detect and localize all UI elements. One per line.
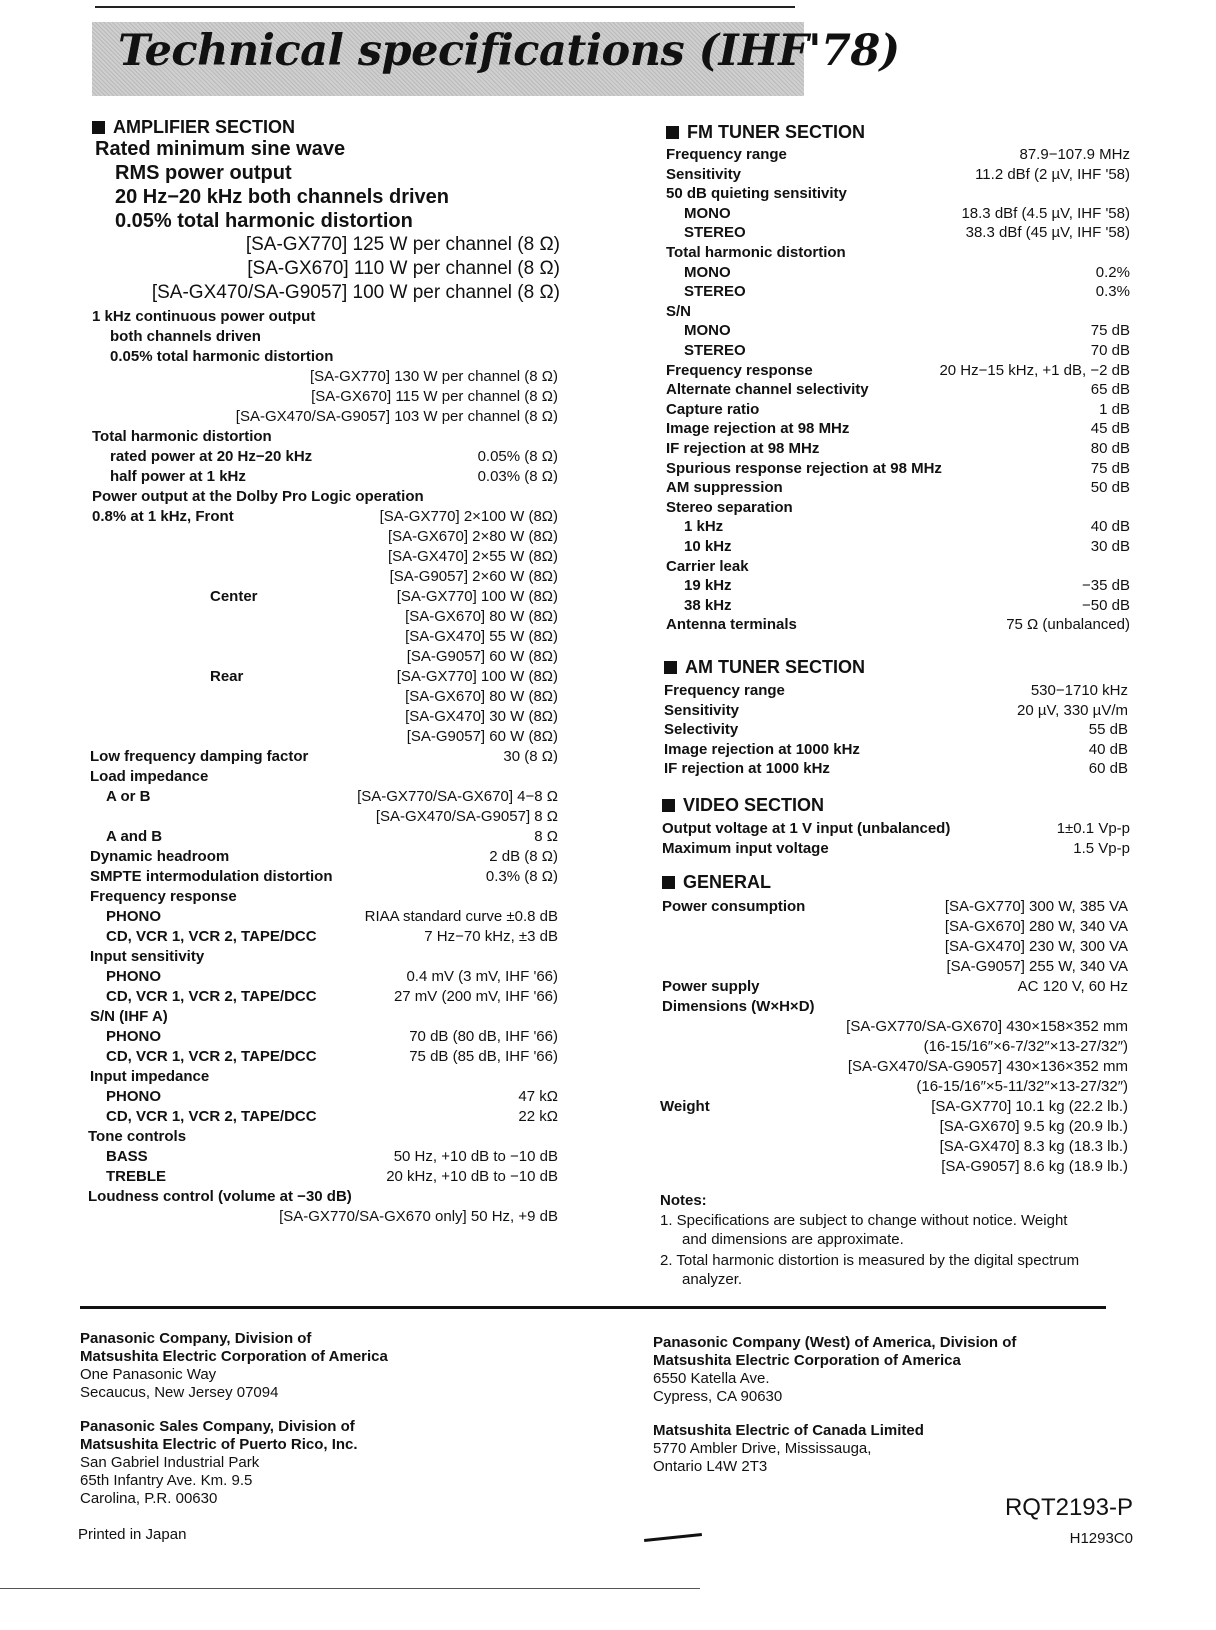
- rated-value: [SA-GX770] 125 W per channel (8 Ω): [245, 234, 560, 255]
- cdvcr-label: CD, VCR 1, VCR 2, TAPE/DCC: [106, 928, 317, 945]
- spec-value: 0.2%: [1095, 263, 1130, 281]
- power-value: [SA-GX770] 300 W, 385 VA: [944, 898, 1128, 915]
- spec-label: Carrier leak: [666, 557, 749, 575]
- dims-value: (16-15/16″×6-7/32″×13-27/32″): [923, 1038, 1128, 1055]
- center-value: [SA-G9057] 60 W (8Ω): [406, 648, 558, 665]
- address-line: One Panasonic Way: [80, 1366, 217, 1383]
- spec-label: STEREO: [684, 342, 746, 359]
- spec-value: 75 dB: [1090, 459, 1130, 477]
- freq-label: Frequency response: [90, 888, 237, 905]
- spec-value: 87.9−107.9 MHz: [1019, 146, 1130, 163]
- spec-value: 45 dB: [1090, 420, 1130, 438]
- front-value: [SA-GX470] 2×55 W (8Ω): [387, 548, 558, 565]
- spec-label: STEREO: [684, 224, 746, 242]
- address-block: [653, 1422, 924, 1476]
- spec-label: S/N: [666, 302, 692, 320]
- address-line: Ontario L4W 2T3: [653, 1458, 768, 1475]
- company-name: Panasonic Company (West) of America, Division of: [653, 1334, 1017, 1351]
- spec-value: 11.2 dBf (2 µV, IHF '58): [975, 165, 1130, 183]
- spec-value: 1 dB: [1099, 400, 1130, 418]
- address-block: [653, 1334, 1016, 1406]
- freq-phono-value: RIAA standard curve ±0.8 dB: [364, 908, 558, 925]
- spec-label: MONO: [684, 263, 731, 281]
- bass-value: 50 Hz, +10 dB to −10 dB: [393, 1148, 558, 1165]
- title-banner: [92, 22, 900, 96]
- supply-label: Power supply: [662, 978, 760, 995]
- spec-label: Alternate channel selectivity: [666, 381, 869, 399]
- spec-label: Image rejection at 1000 kHz: [664, 740, 860, 758]
- aorb-label: A or B: [106, 788, 151, 805]
- smpte-label: SMPTE intermodulation distortion: [90, 868, 333, 885]
- spec-label: Total harmonic distortion: [666, 244, 846, 261]
- address-line: Secaucus, New Jersey 07094: [80, 1384, 279, 1401]
- rear-value: [SA-GX470] 30 W (8Ω): [405, 708, 558, 725]
- rear-value: [SA-GX670] 80 W (8Ω): [405, 688, 558, 705]
- address-line: San Gabriel Industrial Park: [80, 1454, 260, 1471]
- bullet-square-icon: [92, 121, 105, 134]
- sn-phono-value: 70 dB (80 dB, IHF '66): [409, 1028, 558, 1045]
- company-name: Matsushita Electric of Puerto Rico, Inc.: [80, 1436, 358, 1453]
- aorb-value: [SA-GX770/SA-GX670] 4−8 Ω: [357, 788, 558, 805]
- company-name: Matsushita Electric of Canada Limited: [653, 1422, 924, 1439]
- front-value: [SA-G9057] 2×60 W (8Ω): [389, 568, 558, 585]
- power-value: [SA-GX470] 230 W, 300 VA: [944, 938, 1128, 955]
- spec-label: Stereo separation: [666, 498, 793, 516]
- cont-label: 0.05% total harmonic distortion: [110, 348, 334, 365]
- spec-value: 80 dB: [1090, 440, 1130, 457]
- spec-label: Sensitivity: [664, 701, 740, 719]
- spec-label: 19 kHz: [684, 577, 732, 595]
- cdvcr-label: CD, VCR 1, VCR 2, TAPE/DCC: [106, 988, 317, 1005]
- rated-line-2: RMS power output: [115, 162, 292, 184]
- spec-label: IF rejection at 1000 kHz: [664, 760, 830, 778]
- load-label: Load impedance: [90, 768, 209, 785]
- smpte-value: 0.3% (8 Ω): [485, 868, 558, 885]
- spec-value: 530−1710 kHz: [1030, 682, 1128, 699]
- dims-label: Dimensions (W×H×D): [662, 998, 815, 1015]
- spec-label: Selectivity: [664, 721, 739, 739]
- spec-value: 65 dB: [1090, 381, 1130, 399]
- decorative-stroke: [644, 1533, 702, 1542]
- bullet-square-icon: [664, 661, 677, 674]
- aorb-value: [SA-GX470/SA-G9057] 8 Ω: [375, 808, 558, 825]
- rated-line-1: Rated minimum sine wave: [95, 138, 346, 160]
- power-value: [SA-GX670] 280 W, 340 VA: [944, 918, 1128, 935]
- bullet-square-icon: [662, 799, 675, 812]
- address-line: Carolina, P.R. 00630: [80, 1490, 218, 1507]
- spec-value: 40 dB: [1090, 518, 1130, 536]
- notes-heading: Notes:: [660, 1192, 707, 1209]
- aandb-label: A and B: [106, 828, 163, 845]
- rear-label: Rear: [210, 668, 244, 685]
- center-value: [SA-GX470] 55 W (8Ω): [405, 628, 558, 645]
- treble-value: 20 kHz, +10 dB to −10 dB: [386, 1168, 558, 1185]
- cont-value: [SA-GX770] 130 W per channel (8 Ω): [310, 368, 558, 385]
- dims-value: (16-15/16″×5-11/32″×13-27/32″): [916, 1078, 1128, 1095]
- bullet-square-icon: [662, 876, 675, 889]
- spec-value: 75 dB: [1090, 322, 1130, 340]
- weight-value: [SA-G9057] 8.6 kg (18.9 lb.): [941, 1158, 1128, 1175]
- phono-label: PHONO: [106, 968, 162, 985]
- inimp-phono-value: 47 kΩ: [518, 1088, 558, 1105]
- spec-value: 70 dB: [1090, 342, 1130, 359]
- bass-label: BASS: [106, 1148, 148, 1165]
- loudness-value: [SA-GX770/SA-GX670 only] 50 Hz, +9 dB: [279, 1208, 558, 1225]
- spec-label: 10 kHz: [684, 538, 732, 555]
- cont-value: [SA-GX470/SA-G9057] 103 W per channel (8 Ω): [235, 408, 558, 425]
- fm-heading: FM TUNER SECTION: [666, 123, 865, 141]
- am-heading: AM TUNER SECTION: [664, 658, 865, 676]
- footer-rule: [80, 1306, 1106, 1309]
- document-subcode: H1293C0: [1069, 1530, 1133, 1547]
- company-name: Matsushita Electric Corporation of America: [653, 1352, 961, 1369]
- weight-value: [SA-GX670] 9.5 kg (20.9 lb.): [939, 1118, 1128, 1135]
- insens-label: Input sensitivity: [90, 948, 205, 965]
- cdvcr-label: CD, VCR 1, VCR 2, TAPE/DCC: [106, 1108, 317, 1125]
- spec-label: 50 dB quieting sensitivity: [666, 185, 847, 203]
- spec-value: 20 µV, 330 µV/m: [1017, 701, 1128, 719]
- front-label: 0.8% at 1 kHz, Front: [92, 508, 234, 525]
- address-line: 6550 Katella Ave.: [653, 1370, 770, 1387]
- headroom-label: Dynamic headroom: [90, 848, 230, 865]
- cont-label: 1 kHz continuous power output: [92, 308, 316, 325]
- spec-label: Antenna terminals: [666, 616, 797, 634]
- spec-label: Frequency range: [664, 682, 785, 699]
- phono-label: PHONO: [106, 1028, 162, 1045]
- spec-label: AM suppression: [666, 479, 783, 497]
- spec-value: −35 dB: [1082, 577, 1130, 595]
- sn-label: S/N (IHF A): [90, 1008, 168, 1025]
- amplifier-heading: AMPLIFIER SECTION: [92, 118, 295, 136]
- thd-half-label: half power at 1 kHz: [110, 468, 246, 485]
- cont-value: [SA-GX670] 115 W per channel (8 Ω): [311, 388, 558, 405]
- document-code: RQT2193-P: [1004, 1494, 1133, 1521]
- note-1-cont: and dimensions are approximate.: [682, 1231, 904, 1248]
- note-2-cont: analyzer.: [682, 1271, 743, 1288]
- spec-value: 55 dB: [1088, 721, 1128, 739]
- spec-value: −50 dB: [1082, 596, 1130, 614]
- cdvcr-label: CD, VCR 1, VCR 2, TAPE/DCC: [106, 1048, 317, 1065]
- spec-value: 1±0.1 Vp-p: [1056, 820, 1130, 837]
- insens-cd-value: 27 mV (200 mV, IHF '66): [393, 988, 558, 1005]
- dims-value: [SA-GX770/SA-GX670] 430×158×352 mm: [846, 1018, 1128, 1035]
- cont-label: both channels driven: [110, 328, 261, 345]
- spec-label: Capture ratio: [666, 400, 760, 418]
- general-heading: GENERAL: [662, 873, 771, 891]
- spec-label: Maximum input voltage: [662, 839, 829, 857]
- spec-label: Frequency response: [666, 361, 813, 379]
- company-name: Panasonic Sales Company, Division of: [80, 1418, 355, 1435]
- power-label: Power consumption: [662, 898, 806, 915]
- dolby-label: Power output at the Dolby Pro Logic operation: [92, 488, 424, 505]
- spec-label: 38 kHz: [684, 596, 732, 614]
- company-name: Matsushita Electric Corporation of America: [80, 1348, 388, 1365]
- video-heading: VIDEO SECTION: [662, 796, 824, 814]
- address-block: [80, 1330, 388, 1402]
- bullet-square-icon: [666, 126, 679, 139]
- front-value: [SA-GX770] 2×100 W (8Ω): [379, 508, 558, 525]
- spec-value: 0.3%: [1095, 283, 1130, 301]
- bottom-rule: [0, 1588, 700, 1589]
- spec-label: IF rejection at 98 MHz: [666, 440, 820, 457]
- power-value: [SA-G9057] 255 W, 340 VA: [946, 958, 1128, 975]
- damping-label: Low frequency damping factor: [90, 748, 309, 765]
- spec-value: 40 dB: [1088, 740, 1128, 758]
- treble-label: TREBLE: [106, 1168, 166, 1185]
- dims-value: [SA-GX470/SA-G9057] 430×136×352 mm: [847, 1058, 1128, 1075]
- address-line: 5770 Ambler Drive, Mississauga,: [653, 1440, 872, 1457]
- note-1: 1. Specifications are subject to change without notice. Weight: [660, 1212, 1068, 1229]
- note-2: 2. Total harmonic distortion is measured by the digital spectrum: [660, 1252, 1080, 1269]
- tone-label: Tone controls: [88, 1128, 187, 1145]
- address-line: Cypress, CA 90630: [653, 1388, 783, 1405]
- loudness-label: Loudness control (volume at −30 dB): [88, 1188, 352, 1205]
- weight-label: Weight: [660, 1098, 710, 1115]
- thd-rated-value: 0.05% (8 Ω): [477, 448, 558, 465]
- spec-label: 1 kHz: [684, 518, 724, 536]
- spec-value: 38.3 dBf (45 µV, IHF '58): [965, 224, 1130, 242]
- thd-rated-label: rated power at 20 Hz−20 kHz: [110, 448, 313, 465]
- spec-value: 20 Hz−15 kHz, +1 dB, −2 dB: [939, 361, 1130, 379]
- spec-label: MONO: [684, 204, 731, 222]
- rear-value: [SA-GX770] 100 W (8Ω): [396, 668, 558, 685]
- sn-cd-value: 75 dB (85 dB, IHF '66): [409, 1048, 558, 1065]
- center-value: [SA-GX770] 100 W (8Ω): [396, 588, 558, 605]
- thd-label: Total harmonic distortion: [92, 428, 272, 445]
- supply-value: AC 120 V, 60 Hz: [1017, 978, 1128, 995]
- page-title: Technical specifications (IHF'78): [118, 26, 900, 76]
- spec-label: Sensitivity: [666, 165, 742, 183]
- printed-in: Printed in Japan: [78, 1526, 187, 1543]
- spec-label: STEREO: [684, 283, 746, 301]
- insens-phono-value: 0.4 mV (3 mV, IHF '66): [406, 968, 558, 985]
- front-value: [SA-GX670] 2×80 W (8Ω): [387, 528, 558, 545]
- company-name: Panasonic Company, Division of: [80, 1330, 312, 1347]
- spec-value: 1.5 Vp-p: [1073, 839, 1130, 857]
- address-line: 65th Infantry Ave. Km. 9.5: [80, 1472, 253, 1489]
- inimp-label: Input impedance: [90, 1068, 210, 1085]
- spec-value: 30 dB: [1090, 538, 1130, 555]
- thd-half-value: 0.03% (8 Ω): [477, 468, 558, 485]
- center-value: [SA-GX670] 80 W (8Ω): [405, 608, 558, 625]
- spec-value: 18.3 dBf (4.5 µV, IHF '58): [961, 204, 1130, 222]
- rear-value: [SA-G9057] 60 W (8Ω): [406, 728, 558, 745]
- spec-label: Frequency range: [666, 146, 787, 163]
- inimp-cd-value: 22 kΩ: [518, 1108, 558, 1125]
- spec-value: 75 Ω (unbalanced): [1006, 616, 1130, 634]
- rated-line-4: 0.05% total harmonic distortion: [115, 210, 413, 232]
- freq-cd-value: 7 Hz−70 kHz, ±3 dB: [424, 928, 558, 945]
- phono-label: PHONO: [106, 908, 162, 925]
- rated-value: [SA-GX470/SA-G9057] 100 W per channel (8 Ω): [151, 282, 560, 303]
- spec-label: Output voltage at 1 V input (unbalanced): [662, 820, 951, 837]
- spec-label: Image rejection at 98 MHz: [666, 420, 850, 438]
- spec-value: 60 dB: [1088, 760, 1128, 778]
- rated-value: [SA-GX670] 110 W per channel (8 Ω): [247, 258, 560, 279]
- address-block: [80, 1418, 358, 1508]
- rated-line-3: 20 Hz−20 kHz both channels driven: [115, 186, 449, 208]
- top-rule: [95, 6, 795, 8]
- weight-value: [SA-GX770] 10.1 kg (22.2 lb.): [931, 1098, 1128, 1115]
- weight-value: [SA-GX470] 8.3 kg (18.3 lb.): [939, 1138, 1128, 1155]
- center-label: Center: [210, 588, 258, 605]
- spec-label: Spurious response rejection at 98 MHz: [666, 459, 942, 477]
- spec-value: 50 dB: [1090, 479, 1130, 497]
- aandb-value: 8 Ω: [534, 828, 558, 845]
- phono-label: PHONO: [106, 1088, 162, 1105]
- spec-label: MONO: [684, 322, 731, 340]
- headroom-value: 2 dB (8 Ω): [489, 848, 558, 865]
- damping-value: 30 (8 Ω): [503, 748, 558, 765]
